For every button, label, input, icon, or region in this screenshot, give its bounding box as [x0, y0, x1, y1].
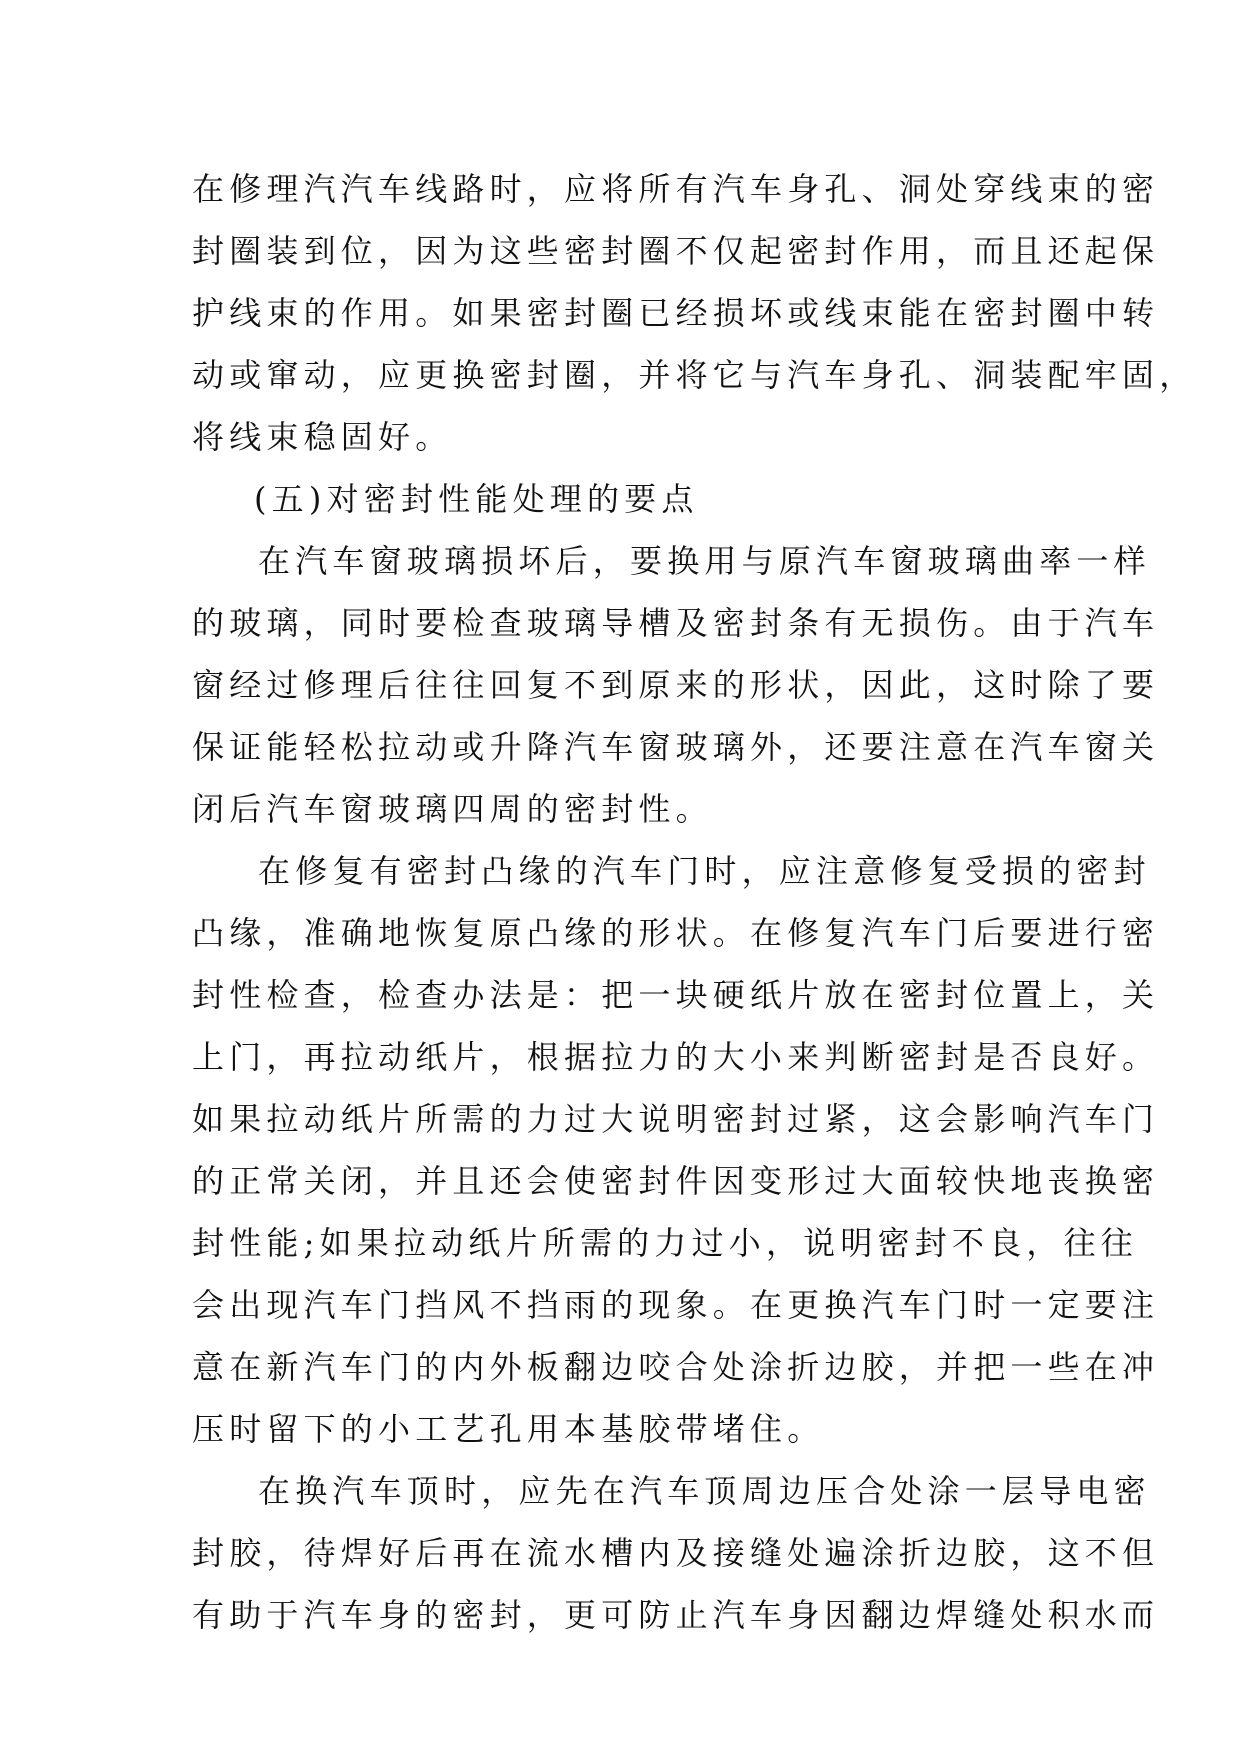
text-line: 封胶，待焊好后再在流水槽内及接缝处遍涂折边胶，这不但	[192, 1534, 1160, 1572]
text-line: 会出现汽车门挡风不挡雨的现象。在更换汽车门时一定要注	[192, 1286, 1160, 1324]
text-line: 凸缘，准确地恢复原凸缘的形状。在修复汽车门后要进行密	[192, 914, 1160, 952]
text-line: 意在新汽车门的内外板翻边咬合处涂折边胶，并把一些在冲	[192, 1348, 1160, 1386]
paragraph-start: 在换汽车顶时，应先在汽车顶周边压合处涂一层导电密	[258, 1472, 1151, 1510]
text-line: 压时留下的小工艺孔用本基胶带堵住。	[192, 1410, 825, 1448]
body-text	[192, 158, 1197, 1646]
text-line: 窗经过修理后往往回复不到原来的形状，因此，这时除了要	[192, 666, 1160, 704]
paragraph-start: 在汽车窗玻璃损坏后，要换用与原汽车窗玻璃曲率一样	[258, 542, 1151, 580]
text-line: 护线束的作用。如果密封圈已经损坏或线束能在密封圈中转	[192, 294, 1160, 332]
text-line: 的正常关闭，并且还会使密封件因变形过大面较快地丧换密	[192, 1162, 1160, 1200]
text-line: 闭后汽车窗玻璃四周的密封性。	[192, 790, 713, 828]
text-line: 封性能;如果拉动纸片所需的力过小，说明密封不良，往往	[192, 1224, 1138, 1262]
text-line: 封圈装到位，因为这些密封圈不仅起密封作用，而且还起保	[192, 232, 1160, 270]
text-line: 保证能轻松拉动或升降汽车窗玻璃外，还要注意在汽车窗关	[192, 728, 1160, 766]
section-heading: (五)对密封性能处理的要点	[254, 480, 699, 518]
text-line: 将线束稳固好。	[192, 418, 453, 456]
text-line: 在修理汽汽车线路时，应将所有汽车身孔、洞处穿线束的密	[192, 170, 1160, 208]
text-line: 动或窜动，应更换密封圈，并将它与汽车身孔、洞装配牢固，	[192, 356, 1197, 394]
text-line: 有助于汽车身的密封，更可防止汽车身因翻边焊缝处积水而	[192, 1596, 1160, 1634]
text-line: 封性检查，检查办法是：把一块硬纸片放在密封位置上，关	[192, 976, 1160, 1014]
paragraph-start: 在修复有密封凸缘的汽车门时，应注意修复受损的密封	[258, 852, 1151, 890]
text-line: 如果拉动纸片所需的力过大说明密封过紧，这会影响汽车门	[192, 1100, 1160, 1138]
text-line: 上门，再拉动纸片，根据拉力的大小来判断密封是否良好。	[192, 1038, 1160, 1076]
text-line: 的玻璃，同时要检查玻璃导槽及密封条有无损伤。由于汽车	[192, 604, 1160, 642]
